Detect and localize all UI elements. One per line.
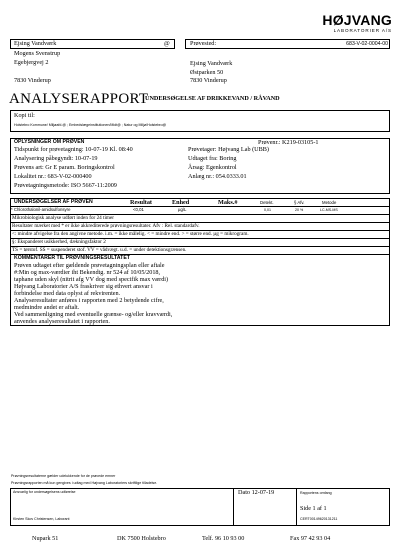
row-analysis-name: * Chlorothalonil-amidsulfonsyre <box>11 207 71 212</box>
copy-to-label: Kopi til: <box>14 112 35 119</box>
note-3: §: Ekspanderet usikkerhed, dækningsfaktor 2 <box>12 239 106 245</box>
col-header-deviation: § Afv. <box>294 200 305 205</box>
logo-wordmark: HØJVANG <box>322 12 392 28</box>
comment-line-3: Højvang Laboratorier A/S fraskriver sig ethvert ansvar i <box>14 283 153 290</box>
row-result: <0,01 <box>133 207 144 212</box>
sample-site-name: Ejsing Vandværk <box>190 60 233 67</box>
sample-info-left-3: Lokalitet nr.: 683-V-02-000400 <box>14 173 92 180</box>
comment-line-2: taphane uden skyl (nitrit afg VV dog med specifik max værdi) <box>14 276 169 283</box>
note-2: <: mindre afvigelse fra den angivne metode. i.m. = ikke målelig. < = mindre end. > = større end. µg = mikrogram. <box>12 231 249 237</box>
recipient-name: Ejsing Vandværk <box>14 40 57 47</box>
certificate-number: CERT00149620131211 <box>300 517 338 521</box>
sample-info-left-2: Prøvens art: Gr E param. Boringskontrol <box>14 164 115 171</box>
sample-info-right-2: Årsag: Egenkontrol <box>188 164 237 171</box>
note-4: TS = tørstof. SS = suspenderet stof. VV = vådvægt. u.d. = under detektionsgrænsen. <box>12 247 187 253</box>
sample-info-left-1: Analysering påbegyndt: 10-07-19 <box>14 155 98 162</box>
col-header-name: UNDERSØGELSER AF PRØVEN <box>14 199 93 205</box>
contact-fax: Fax 97 42 93 04 <box>290 535 331 542</box>
row-detect: 0,01 <box>264 208 271 212</box>
comment-line-8: anvendes analyseresultatet i rapporten. <box>14 318 110 325</box>
sample-info-heading: OPLYSNINGER OM PRØVEN <box>14 139 85 145</box>
responsible-name: Kirsten Skov Christensen, Laborant <box>13 517 70 521</box>
recipient-contact: Mogens Svenstrup <box>14 50 61 57</box>
note-1: Resultater mærket med * er ikke akkrediterede prøvningsresultater. Afv : Rel. standardafv. <box>12 223 200 229</box>
logo-subtitle: LABORATORIER A/S <box>333 28 392 33</box>
sample-site-city: 7830 Vinderup <box>190 77 227 84</box>
comment-line-7: Ved sammenligning med eventuelle grænse- og/eller kravværdi, <box>14 311 173 318</box>
sample-info-right-0: Prøvetager: Højvang Lab (UBB) <box>188 146 269 153</box>
contact-street: Nupark 51 <box>32 535 59 542</box>
row-unit: µg/L <box>178 207 187 212</box>
sample-info-right-1: Udtaget fra: Boring <box>188 155 237 162</box>
row-deviation: 20 % <box>295 208 304 212</box>
comment-line-4: forbindelse med data oplyst af rekvirenten. <box>14 290 121 297</box>
col-header-detect: Detekt. <box>260 200 274 205</box>
report-date: Dato 12-07-19 <box>238 489 275 496</box>
signature-divider-1 <box>233 488 234 526</box>
sample-info-left-0: Tidspunkt for prøvetagning: 10-07-19 Kl. 08:40 <box>14 146 133 153</box>
contact-phone: Telf. 96 10 93 00 <box>202 535 245 542</box>
col-header-result: Resultat <box>130 199 152 206</box>
report-page-count: Side 1 af 1 <box>300 505 327 512</box>
sample-site-code: 683-V-02-0004-00 <box>346 41 388 47</box>
recipient-city: 7830 Vinderup <box>14 77 51 84</box>
footer-disclaimer-2: Prøvningsrapporten må kun gengives i udtag med Højvang Laboratoriers skriftlige tilladelse. <box>11 481 158 485</box>
sample-site-street: Østparken 50 <box>190 69 224 76</box>
sample-info-left-4: Prøvetagningsmetode: ISO 5667-11:2009 <box>14 182 117 189</box>
recipient-street: Egebjergvej 2 <box>14 59 49 66</box>
row-method: LC-MS-MS <box>320 208 338 212</box>
sample-number: Prøvenr.: K219-03105-1 <box>258 139 319 146</box>
contact-city: DK 7500 Holstebro <box>117 535 166 542</box>
recipient-at-sign: @ <box>164 40 170 47</box>
comment-line-1: #:Min og max-værdier iht Bekendtg. nr 524 af 10/05/2018, <box>14 269 161 276</box>
comment-line-5: Analyseresultater anføres i rapporten med 2 betydende cifre, <box>14 297 164 304</box>
responsible-label: Ansvarlig for undersøgelsens udførelse <box>13 490 76 494</box>
report-scope-label: Rapportens omfang <box>300 491 332 495</box>
col-header-unit: Enhed <box>172 199 190 206</box>
col-header-max: Maks.# <box>218 199 238 206</box>
footer-disclaimer-1: Prøvningsresultaterne gælder udelukkende for de prøvede emner <box>11 474 116 478</box>
comment-line-6: medmindre andet er aftalt. <box>14 304 80 311</box>
comments-heading: KOMMENTARER TIL PRØVNINGSRESULTATET <box>14 255 130 261</box>
signature-divider-2 <box>296 488 297 526</box>
copy-to-recipients: Holstebro Kommune/ Miljøafd.@ ; Embedslægeinstitutionen/Midt@ ; Natur og Miljø/Holstebro@ <box>14 123 167 127</box>
copy-to-box <box>10 110 390 132</box>
report-title: ANALYSERAPPORT <box>9 91 149 107</box>
comment-line-0: Prøven udtaget efter gældende prøvetagningsplan eller aftale <box>14 262 165 269</box>
sample-site-label: Prøvested: <box>190 40 217 47</box>
report-subtitle: UNDERSØGELSE AF DRIKKEVAND / RÅVAND <box>145 95 280 102</box>
sample-info-right-3: Anlæg nr.: 054.0333.01 <box>188 173 247 180</box>
col-header-method: Metode <box>322 200 337 205</box>
company-logo <box>280 0 400 40</box>
note-0: Mikrobiologisk analyse udført inden for 24 timer <box>12 215 115 221</box>
